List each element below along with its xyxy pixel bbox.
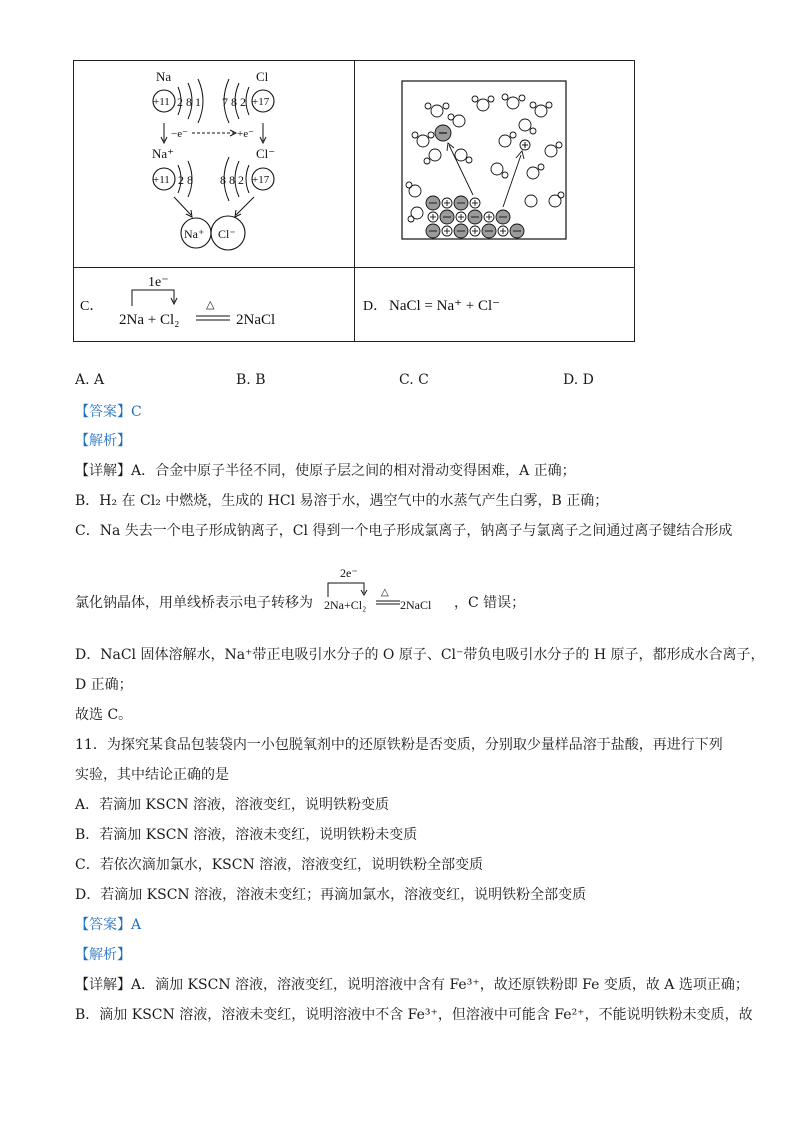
na-atom-label: Na	[156, 69, 172, 84]
cl-shell-electrons: 7 8 2	[222, 95, 246, 109]
cl-ion-shell-electrons: 8 8 2	[220, 173, 244, 187]
options-table	[73, 60, 635, 342]
q11-detail-a: 【详解】A．滴加 KSCN 溶液，溶液变红，说明溶液中含有 Fe³⁺，故还原铁粉即 Fe 变质，故 A 选项正确；	[75, 977, 749, 993]
q10-detail-a: 【详解】A．合金中原子半径不同，使原子层之间的相对滑动变得困难，A 正确；	[75, 463, 576, 479]
option-c-condition: △	[206, 299, 215, 311]
option-c-product: 2NaCl	[236, 312, 276, 328]
option-d-ionization: NaCl = Na⁺ + Cl⁻	[389, 298, 501, 314]
cl-ion-shell-arc	[246, 165, 249, 193]
q10-detail-c-line2	[75, 592, 313, 612]
q11-analysis-heading: 【解析】	[75, 947, 131, 963]
na-product-label: Na⁺	[184, 227, 205, 241]
inline-electron-transfer-equation	[320, 563, 448, 615]
cl-product-label: Cl⁻	[218, 227, 236, 241]
option-c-letter: C．	[80, 299, 104, 314]
cl-ion-label: Cl⁻	[256, 146, 276, 161]
option-c-electron-label: 1e⁻	[148, 275, 169, 290]
lose-electron-label: −e⁻	[171, 128, 188, 140]
na-nucleus-charge: +11	[153, 96, 170, 108]
q11-stem-line1: 11．为探究某食品包装袋内一小包脱氧剂中的还原铁粉是否变质，分别取少量样品溶于盐酸，再进行下列	[75, 737, 723, 753]
option-d-letter: D．	[363, 299, 388, 314]
q10-detail-d-line2: D 正确；	[75, 677, 133, 693]
cl-nucleus-charge: +17	[252, 96, 270, 108]
q10-analysis-heading: 【解析】	[75, 433, 131, 449]
q11-option-d: D．若滴加 KSCN 溶液，溶液未变红；再滴加氯水，溶液变红，说明铁粉全部变质	[75, 887, 587, 903]
inline-condition: △	[381, 587, 389, 598]
inline-reactants: 2Na+Cl₂	[324, 598, 367, 612]
answer-options-row	[0, 372, 800, 392]
single-bridge-arrow	[132, 290, 174, 306]
gain-electron-label: +e⁻	[237, 128, 254, 140]
option-c-equation	[74, 268, 354, 342]
q10-detail-c-text: 氯化钠晶体，用单线桥表示电子转移为	[75, 595, 313, 611]
option-b: B. B	[236, 372, 266, 388]
q10-conclusion: 故选 C。	[75, 707, 133, 723]
q10-detail-c-line1: C．Na 失去一个电子形成钠离子，Cl 得到一个电子形成氯离子，钠离子与氯离子之间通过离子键结合形成	[75, 523, 733, 539]
ion-formation-diagram	[74, 61, 354, 267]
q11-option-a: A．若滴加 KSCN 溶液，溶液变红，说明铁粉变质	[75, 797, 390, 813]
option-c: C. C	[399, 372, 429, 388]
q10-answer: 【答案】C	[75, 404, 142, 420]
cl-atom-label: Cl	[256, 69, 269, 84]
option-a: A. A	[75, 372, 105, 388]
combine-arrow	[236, 197, 254, 215]
option-d-equation	[355, 268, 636, 342]
q10-detail-c-conclusion: ，C 错误；	[454, 595, 526, 611]
cl-shell-arc	[246, 87, 249, 115]
q11-option-c: C．若依次滴加氯水，KSCN 溶液，溶液变红，说明铁粉全部变质	[75, 857, 484, 873]
q11-detail-b: B．滴加 KSCN 溶液，溶液未变红，说明溶液中不含 Fe³⁺，但溶液中可能含 Fe²⁺，不能说明铁粉未变质，故	[75, 1007, 753, 1023]
q10-detail-b: B．H₂ 在 Cl₂ 中燃烧，生成的 HCl 易溶于水，遇空气中的水蒸气产生白雾，B 正确；	[75, 493, 609, 509]
na-ion-nucleus-charge: +11	[153, 174, 170, 186]
option-c-reactants: 2Na + Cl₂	[119, 312, 180, 328]
na-ion-label: Na⁺	[152, 146, 175, 161]
combine-arrow	[174, 197, 191, 215]
q11-option-b: B．若滴加 KSCN 溶液，溶液未变红，说明铁粉未变质	[75, 827, 418, 843]
hydrated-chloride-ion	[435, 125, 451, 141]
option-d: D. D	[563, 372, 594, 388]
hydrated-sodium-ion	[520, 140, 530, 150]
q11-answer: 【答案】A	[75, 917, 142, 933]
q10-detail-d-line1: D．NaCl 固体溶解水，Na⁺带正电吸引水分子的 O 原子、Cl⁻带负电吸引水分子的 H 原子，都形成水合离子，	[75, 647, 765, 663]
nacl-dissolving-diagram	[355, 61, 636, 267]
cl-ion-nucleus-charge: +17	[252, 174, 270, 186]
inline-bridge-arrow	[328, 583, 364, 597]
na-ion-shell-electrons: 2 8	[178, 173, 193, 187]
inline-electron-label: 2e⁻	[340, 566, 358, 580]
na-shell-electrons: 2 8 1	[177, 95, 201, 109]
q11-stem-line2: 实验，其中结论正确的是	[75, 767, 229, 783]
inline-product: 2NaCl	[400, 598, 432, 612]
